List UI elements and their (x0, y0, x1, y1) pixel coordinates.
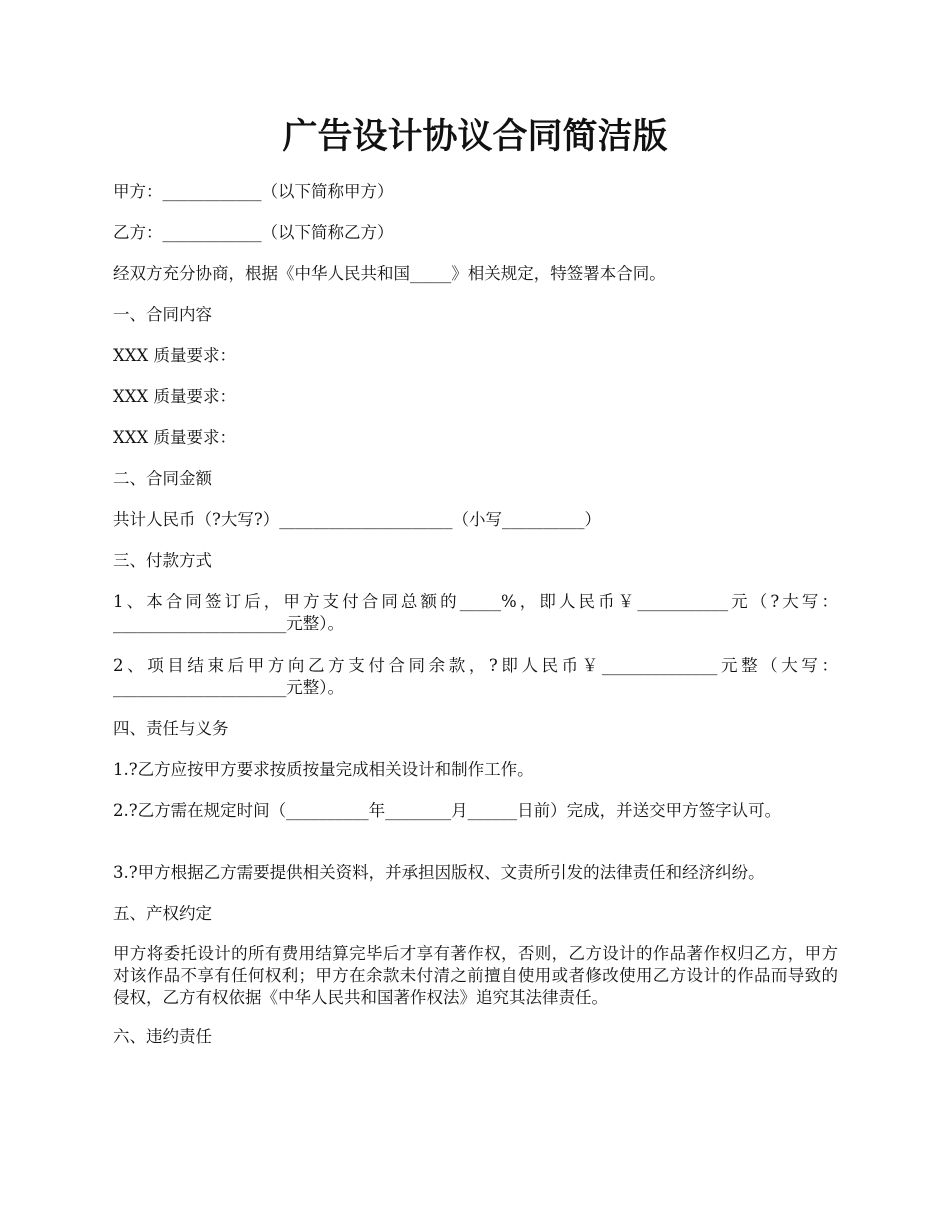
quality-requirement-item: XXX 质量要求： (113, 387, 236, 406)
quality-requirement-item: XXX 质量要求： (113, 428, 236, 447)
responsibility-clause-1: 1.?乙方应按甲方要求按质按量完成相关设计和制作工作。 (113, 760, 534, 779)
quality-requirement-item: XXX 质量要求： (113, 346, 236, 365)
payment-clause-2: 2、项目结束后甲方向乙方支付合同余款，?即人民币￥______________元整（大写：_____________________元整）。 (113, 656, 838, 697)
contract-amount-line: 共计人民币（?大写?）_____________________（小写__________） (113, 510, 601, 529)
responsibility-clause-2: 2.?乙方需在规定时间（__________年________月______日前）完成，并送交甲方签字认可。 (113, 801, 782, 820)
section-heading-breach-liability: 六、违约责任 (113, 1027, 212, 1046)
payment-clause-1: 1、本合同签订后，甲方支付合同总额的_____%，即人民币￥___________元（?大写：_____________________元整）。 (113, 592, 838, 633)
section-heading-property-rights: 五、产权约定 (113, 904, 212, 923)
section-heading-contract-amount: 二、合同金额 (113, 469, 212, 488)
property-rights-text: 甲方将委托设计的所有费用结算完毕后才享有著作权，否则，乙方设计的作品著作权归乙方，甲方对该作品不享有任何权利；甲方在余款未付清之前擅自使用或者修改使用乙方设计的作品而导致的侵权，乙方有权依据《中华人民共和国著作权法》追究其法律责任。 (113, 944, 838, 1007)
party-b-line: 乙方：____________（以下简称乙方） (113, 223, 394, 242)
preamble: 经双方充分协商，根据《中华人民共和国_____》相关规定，特签署本合同。 (113, 264, 666, 283)
section-heading-contract-content: 一、合同内容 (113, 305, 212, 324)
section-heading-responsibilities: 四、责任与义务 (113, 719, 229, 738)
section-heading-payment-method: 三、付款方式 (113, 551, 212, 570)
party-a-line: 甲方：____________（以下简称甲方） (113, 182, 394, 201)
responsibility-clause-3: 3.?甲方根据乙方需要提供相关资料，并承担因版权、文责所引发的法律责任和经济纠纷。 (113, 863, 765, 882)
document-title: 广告设计协议合同简洁版 (282, 116, 668, 157)
